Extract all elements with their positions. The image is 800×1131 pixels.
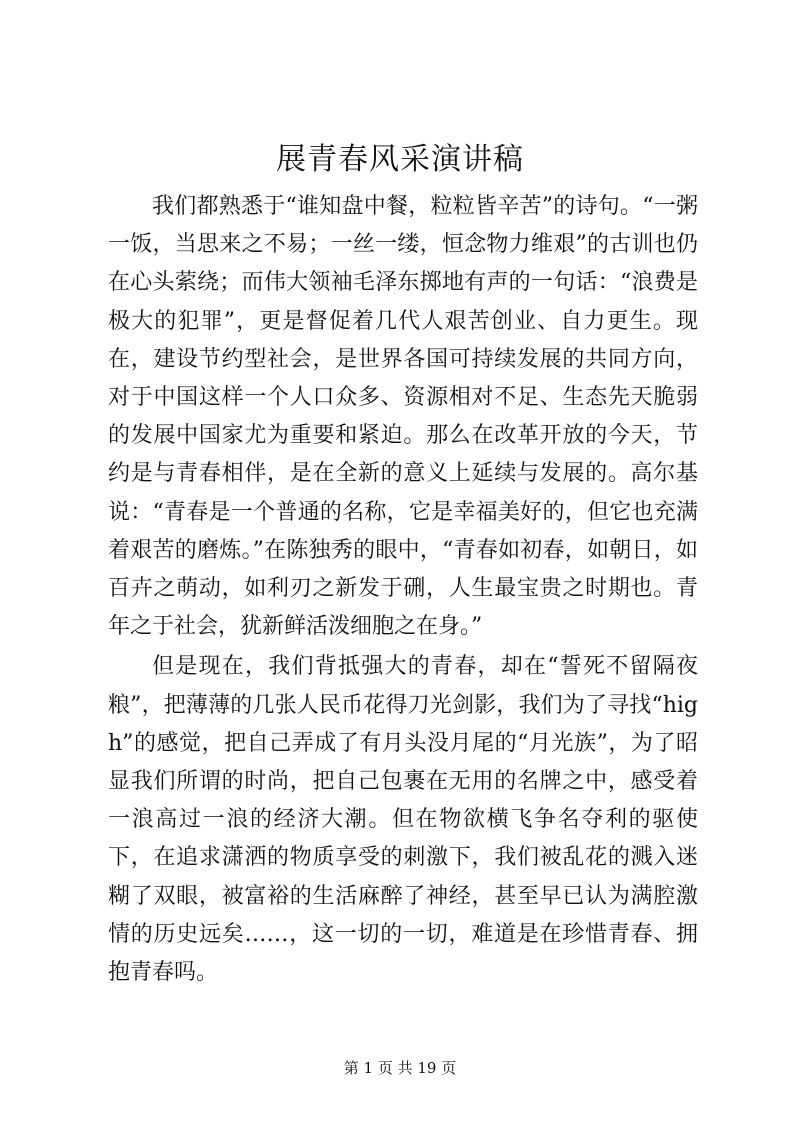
- paragraph-1: 我们都熟悉于“谁知盘中餐，粒粒皆辛苦”的诗句。“一粥一饭，当思来之不易；一丝一缕，恒念物力维艰”的古训也仍在心头萦绕；而伟大领袖毛泽东掷地有声的一句话：“浪费是极大的犯罪”，更是督促着几代人艰苦创业、自力更生。现在，建设节约型社会，是世界各国可持续发展的共同方向，对于中国这样一个人口众多、资源相对不足、生态先天脆弱的发展中国家尤为重要和紧迫。那么在改革开放的今天，节约是与青春相伴，是在全新的意义上延续与发展的。高尔基说：“青春是一个普通的名称，它是幸福美好的，但它也充满着艰苦的磨炼。”在陈独秀的眼中，“青春如初春，如朝日，如百卉之萌动，如利刃之新发于硎，人生最宝贵之时期也。青年之于社会，犹新鲜活泼细胞之在身。”: [108, 194, 698, 640]
- document-body: [108, 188, 698, 992]
- page-footer: 第 1 页 共 19 页: [343, 1059, 457, 1077]
- page-title: 展青春风采演讲稿: [276, 142, 524, 177]
- paragraph-2: 但是现在，我们背抵强大的青春，却在“誓死不留隔夜粮”，把薄薄的几张人民币花得刀光剑影，我们为了寻找“high”的感觉，把自己弄成了有月头没月尾的“月光族”，为了昭显我们所谓的时尚，把自己包裹在无用的名牌之中，感受着一浪高过一浪的经济大潮。但在物欲横飞争名夺利的驱使下，在追求潇洒的物质享受的刺激下，我们被乱花的溅入迷糊了双眼，被富裕的生活麻醉了神经，甚至早已认为满腔激情的历史远矣……，这一切的一切，难道是在珍惜青春、拥抱青春吗。: [108, 654, 698, 986]
